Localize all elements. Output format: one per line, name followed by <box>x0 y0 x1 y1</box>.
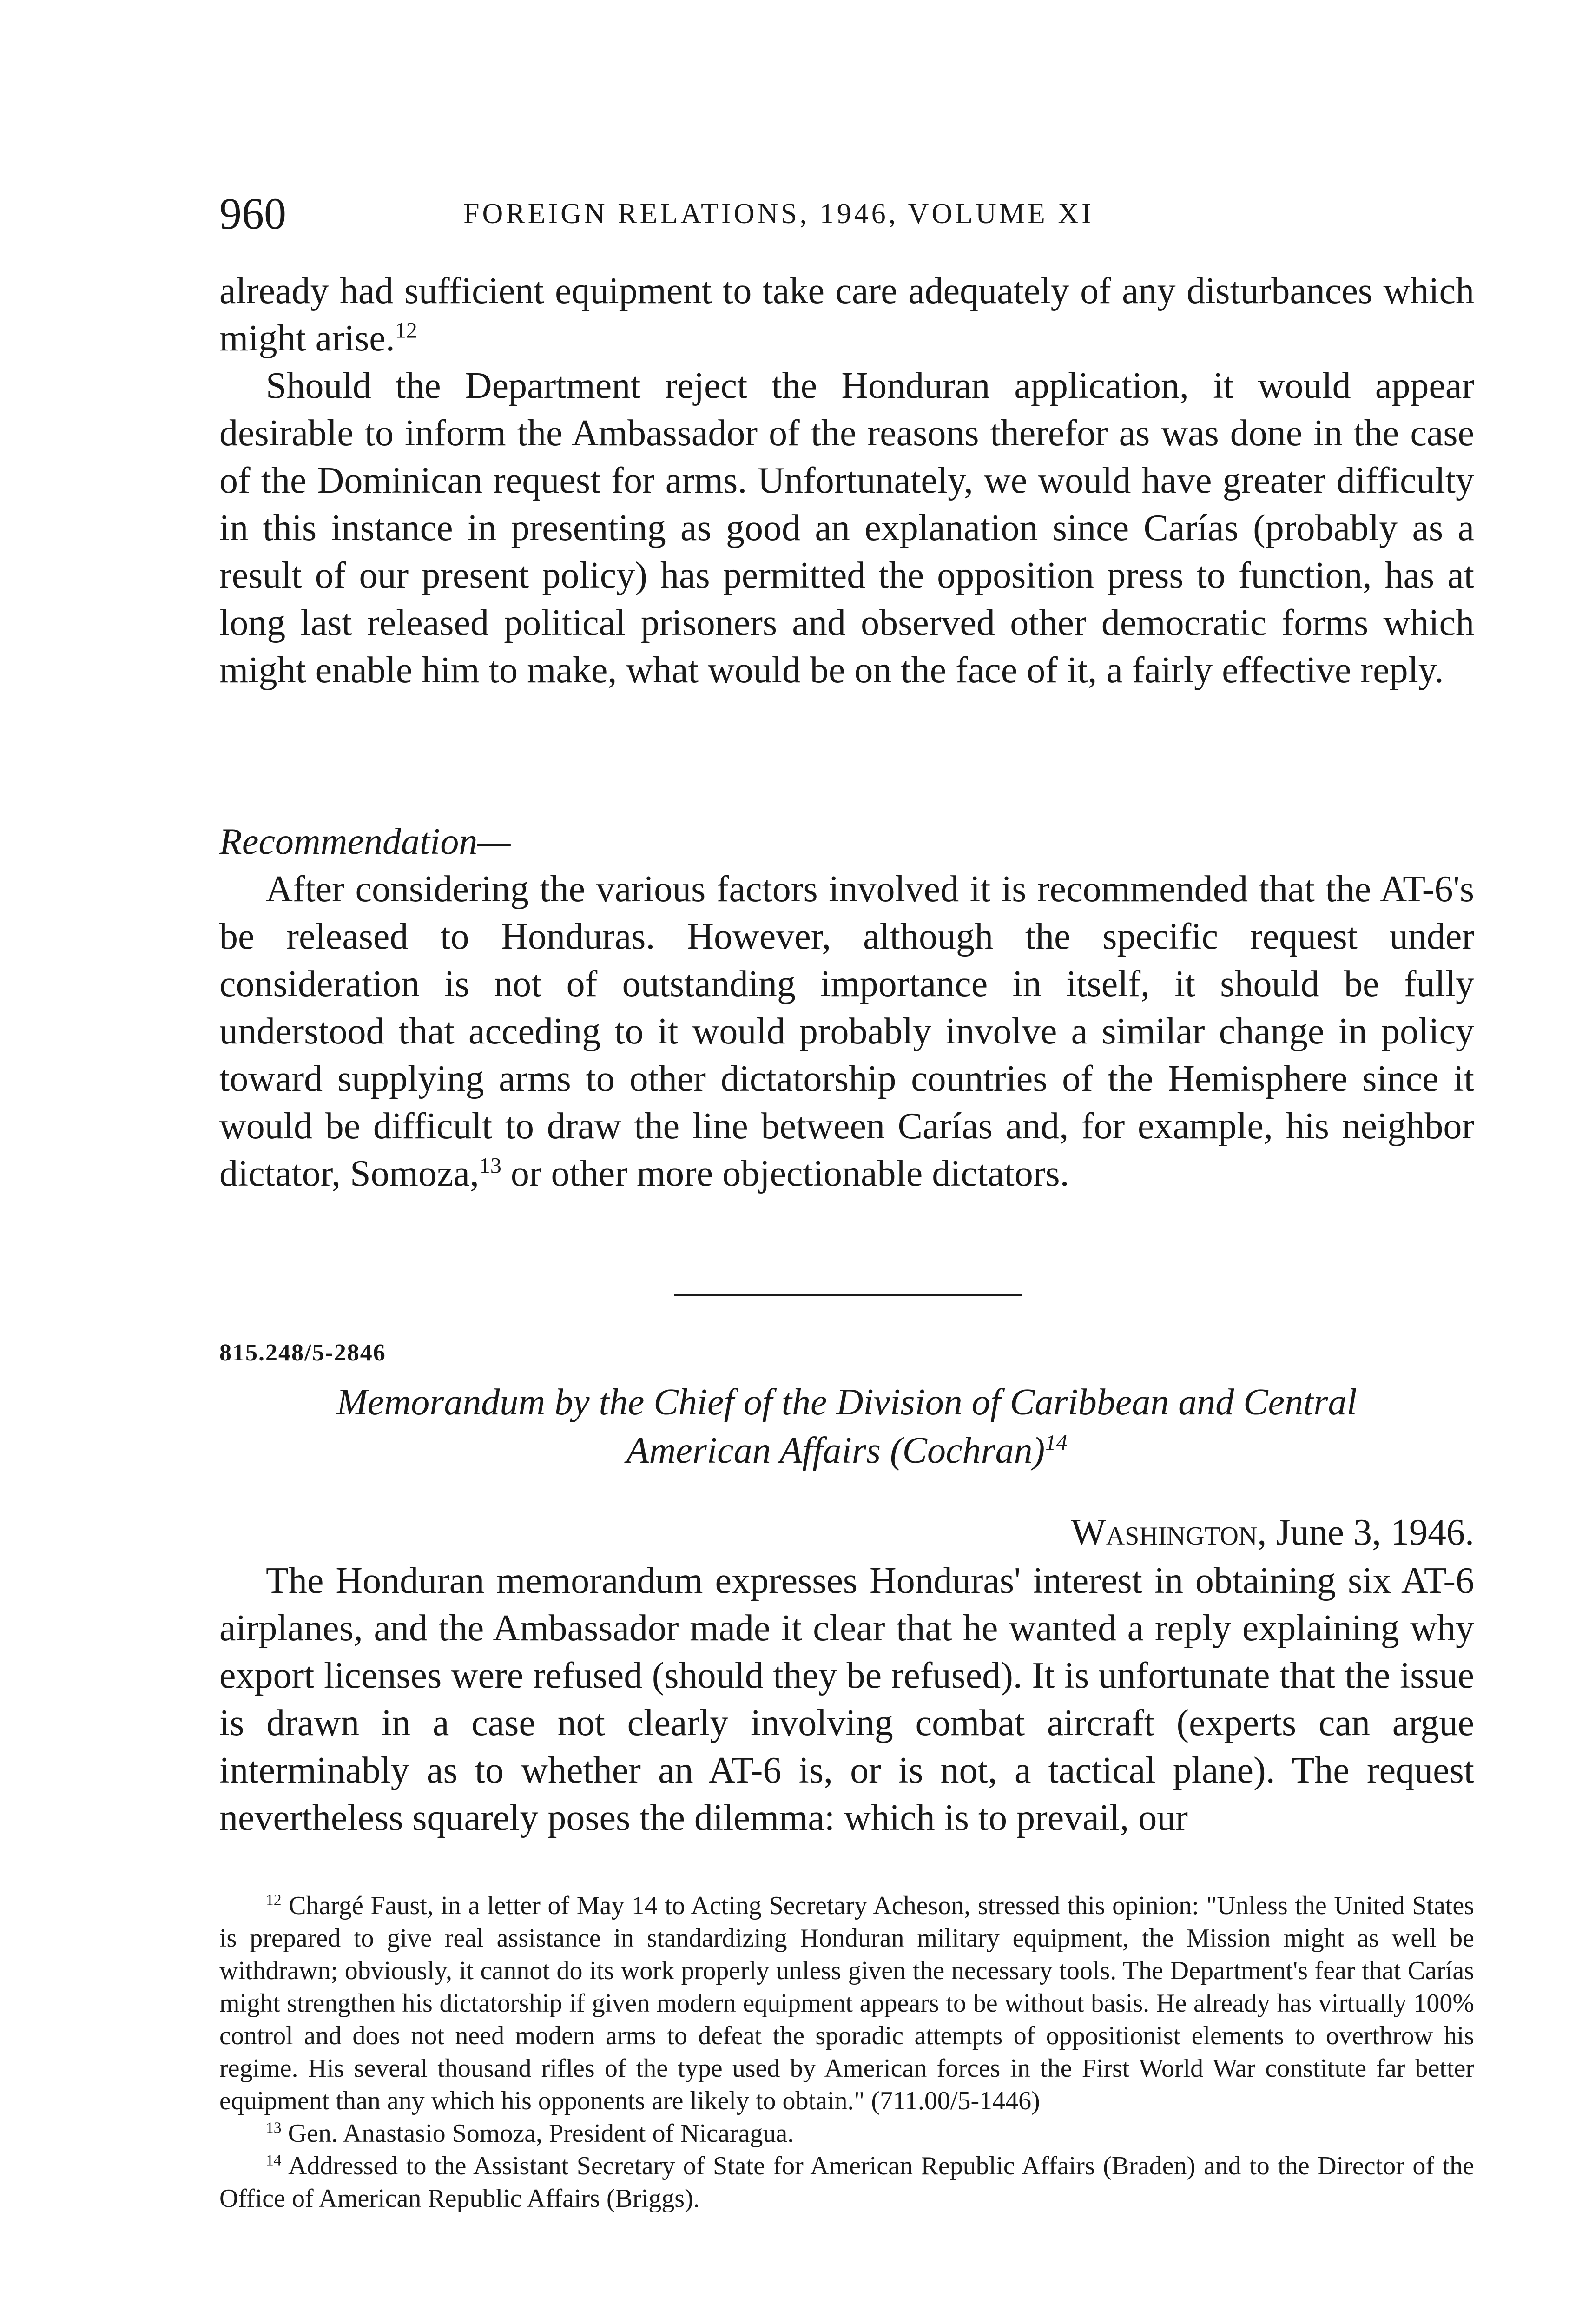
footnote-ref-13: 13 <box>479 1153 501 1178</box>
page-header <box>219 186 1474 242</box>
recommendation-paragraph <box>219 865 1474 1197</box>
continued-paragraph-text: already had sufficient equipment to take care adequately of any disturbances which might arise. <box>219 271 1474 359</box>
footnote-12-text: Chargé Faust, in a letter of May 14 to Acting Secretary Acheson, stressed this opinion: "Unless the United States is prepared to give real assistance in standardizing Honduran military equipment, the Mission might as well be withdrawn; obviously, it cannot do its work properly unless given the necessary tools. The Department's fear that Carías might strengthen his dictatorship if given modern equipment appears to be without basis. He already has virtually 100% control and does not need modern arms to defeat the sporadic attempts of oppositionist elements to overthrow his regime. His several thousand rifles of the type used by American forces in the First World War constitute far better equipment than any which his opponents are likely to obtain." (711.00/5-1446) <box>219 1891 1474 2115</box>
footnote-14 <box>219 2150 1474 2215</box>
memo-body <box>219 1557 1474 1842</box>
recommendation-text-end: or other more objectionable dictators. <box>501 1153 1069 1194</box>
footnote-13 <box>219 2117 1474 2150</box>
memo-title-line-2-text: American Affairs (Cochran) <box>626 1430 1045 1471</box>
footnote-mark-13: 13 <box>266 2119 282 2137</box>
footnote-14-text: Addressed to the Assistant Secretary of State for American Republic Affairs (Braden) and to the Director of the Office of American Republic Affairs (Briggs). <box>219 2152 1474 2213</box>
footnote-mark-12: 12 <box>266 1891 282 1909</box>
section-divider <box>674 1294 1022 1296</box>
footnote-ref-12: 12 <box>395 318 417 343</box>
footnotes <box>219 1889 1474 2215</box>
file-number: 815.248/5-2846 <box>219 1340 386 1366</box>
footnote-13-text: Gen. Anastasio Somoza, President of Nicaragua. <box>288 2119 794 2148</box>
memo-title-line-2 <box>219 1426 1474 1475</box>
recommendation-section <box>219 818 1474 1197</box>
running-head: FOREIGN RELATIONS, 1946, VOLUME XI <box>463 198 1094 230</box>
body-text-top <box>219 267 1474 694</box>
recommendation-text: After considering the various factors involved it is recommended that the AT-6's be released to Honduras. However, although the specific request under consideration is not of outstanding importance in itself, it should be fully understood that acceding to it would probably involve a similar change in policy toward supplying arms to other dictatorship countries of the Hemisphere since it would be difficult to draw the line between Carías and, for example, his neighbor dictator, Somoza, <box>219 869 1474 1194</box>
footnote-ref-14: 14 <box>1045 1430 1068 1455</box>
dateline <box>1071 1508 1474 1557</box>
dateline-date: , June 3, 1946. <box>1257 1512 1474 1553</box>
footnote-12 <box>219 1889 1474 2117</box>
memo-title-line-1: Memorandum by the Chief of the Division of Caribbean and Central <box>336 1382 1357 1423</box>
footnote-mark-14: 14 <box>266 2152 282 2169</box>
continued-paragraph <box>219 267 1474 362</box>
memo-title <box>219 1378 1474 1475</box>
paragraph-department-reject: Should the Department reject the Honduran application, it would appear desirable to inform the Ambassador of the reasons therefor as was done in the case of the Dominican request for arms. Unfortunately, we would have greater difficulty in this instance in presenting as good an explanation since Carías (probably as a result of our present policy) has permitted the opposition press to function, has at long last released political prisoners and observed other democratic forms which might enable him to make, what would be on the face of it, a fairly effective reply. <box>219 365 1474 691</box>
dateline-place: Washington <box>1071 1512 1258 1553</box>
recommendation-heading: Recommendation— <box>219 821 511 862</box>
memo-paragraph: The Honduran memorandum expresses Honduras' interest in obtaining six AT-6 airplanes, and the Ambassador made it clear that he wanted a reply explaining why export licenses were refused (should they be refused). It is unfortunate that the issue is drawn in a case not clearly involving combat aircraft (experts can argue interminably as to whether an AT-6 is, or is not, a tactical plane). The request nevertheless squarely poses the dilemma: which is to prevail, our <box>219 1560 1474 1838</box>
page-number: 960 <box>219 189 286 238</box>
